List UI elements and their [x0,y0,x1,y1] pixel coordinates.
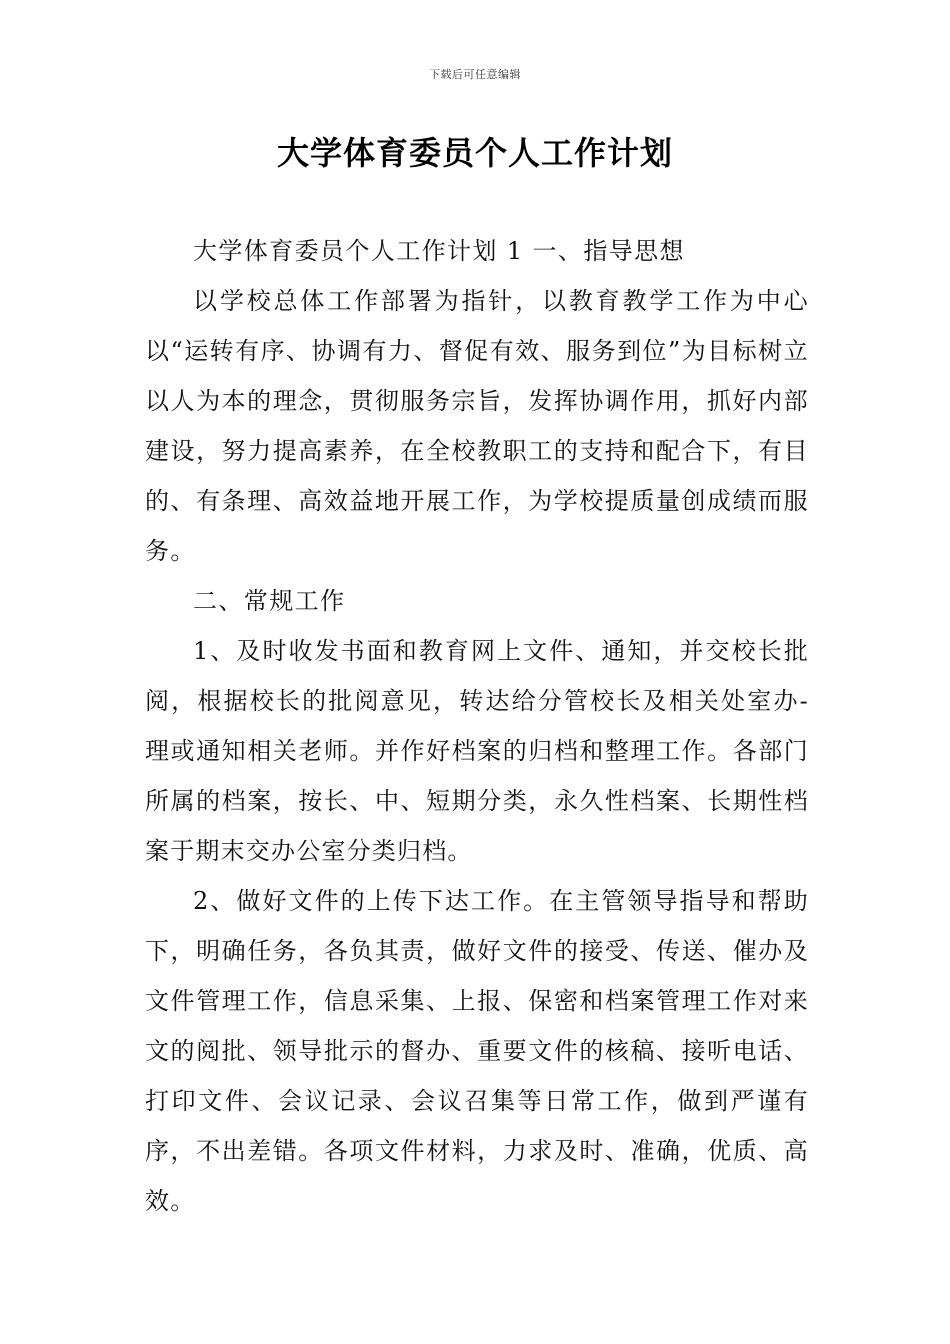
document-body [145,226,809,1226]
paragraph-heading-guiding-idea: 大学体育委员个人工作计划 1 一、指导思想 [193,237,685,265]
paragraph-heading-routine-work: 二、常规工作 [193,587,346,615]
paragraph-guiding-idea: 以学校总体工作部署为指针，以教育教学工作为中心以“运转有序、协调有力、督促有效、服务到位”为目标树立以人为本的理念，贯彻服务宗旨，发挥协调作用，抓好内部建设，努力提高素养，在全校教职工的支持和配合下，有目的、有条理、高效益地开展工作，为学校提质量创成绩而服务。 [145,287,809,565]
paragraph-item-1: 1、及时收发书面和教育网上文件、通知，并交校长批阅，根据校长的批阅意见，转达给分管校长及相关处室办-理或通知相关老师。并作好档案的归档和整理工作。各部门所属的档案，按长、中、短期分类，永久性档案、长期性档案于期末交办公室分类归档。 [145,637,809,865]
paragraph-item-2: 2、做好文件的上传下达工作。在主管领导指导和帮助下，明确任务，各负其责，做好文件的接受、传送、催办及文件管理工作，信息采集、上报、保密和档案管理工作对来文的阅批、领导批示的督办、重要文件的核稿、接听电话、打印文件、会议记录、会议召集等日常工作，做到严谨有序，不出差错。各项文件材料，力求及时、准确，优质、高效。 [145,887,809,1215]
header-note: 下载后可任意编辑 [429,68,521,81]
document-title: 大学体育委员个人工作计划 [276,134,673,172]
